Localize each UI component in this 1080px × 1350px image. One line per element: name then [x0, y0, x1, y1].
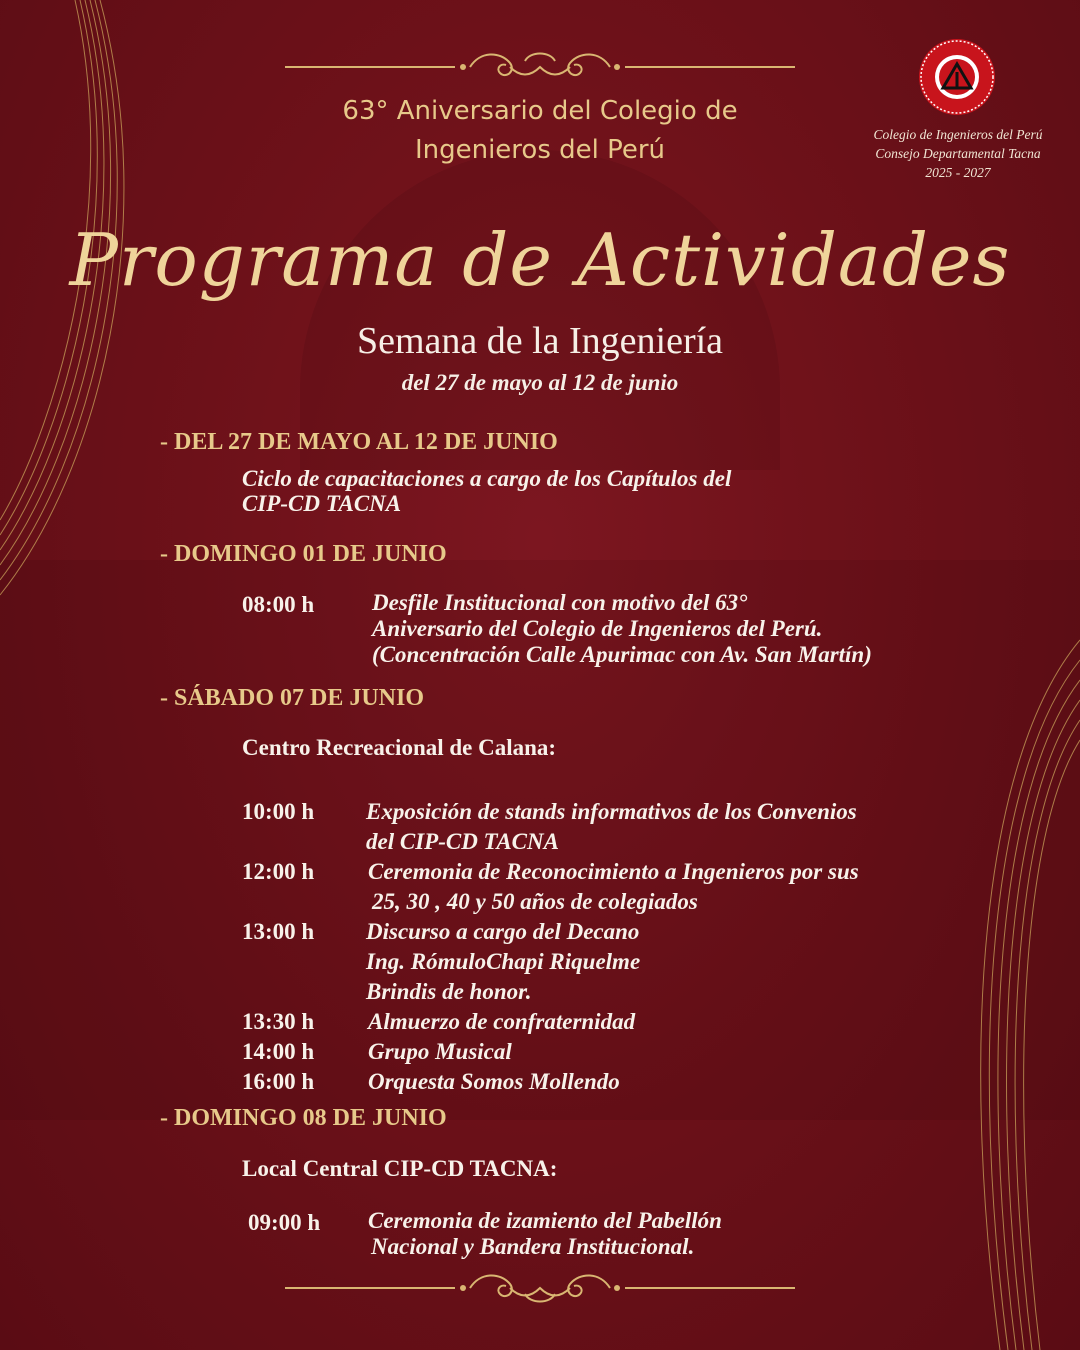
org-council: Consejo Departamental Tacna	[875, 146, 1041, 161]
description-line: del CIP-CD TACNA	[366, 829, 559, 854]
anniversary-heading	[240, 92, 840, 170]
description-line: Ceremonia de Reconocimiento a Ingenieros por sus	[368, 859, 859, 884]
description-line: Brindis de honor.	[366, 979, 532, 1004]
date-range: del 27 de mayo al 12 de junio	[401, 370, 679, 395]
anniversary-line-2: Ingenieros del Perú	[414, 135, 666, 165]
event-description	[366, 917, 640, 1007]
section-heading-2: - DOMINGO 01 DE JUNIO	[160, 541, 447, 567]
description-line: Discurso a cargo del Decano	[366, 919, 640, 944]
description-line: Nacional y Bandera Institucional.	[371, 1234, 695, 1259]
description-line: (Concentración Calle Apurimac con Av. San Martín)	[372, 642, 872, 667]
cip-logo	[918, 38, 996, 116]
section-heading-1: - DEL 27 DE MAYO AL 12 DE JUNIO	[160, 429, 558, 455]
event-time: 09:00 h	[248, 1210, 321, 1235]
top-ornament-divider	[285, 47, 795, 87]
event-description: Grupo Musical	[368, 1039, 512, 1064]
description-line: Ing. RómuloChapi Riquelme	[366, 949, 641, 974]
event-description: Almuerzo de confraternidad	[368, 1009, 636, 1034]
program-title: Programa de Actividades	[69, 218, 1011, 302]
org-name: Colegio de Ingenieros del Perú	[873, 127, 1043, 142]
organization-info	[850, 125, 1066, 182]
event-subtitle: Semana de la Ingeniería	[356, 320, 724, 362]
event-description	[368, 857, 859, 917]
description-line: 25, 30 , 40 y 50 años de colegiados	[372, 889, 698, 914]
venue-label: Centro Recreacional de Calana:	[242, 735, 557, 760]
bottom-ornament-divider	[285, 1268, 795, 1308]
description-line: Ceremonia de izamiento del Pabellón	[368, 1208, 722, 1233]
event-time: 13:30 h	[242, 1009, 315, 1034]
org-period: 2025 - 2027	[925, 165, 991, 180]
section-1-description	[242, 466, 731, 516]
event-time: 08:00 h	[242, 592, 315, 617]
event-time: 13:00 h	[242, 919, 315, 944]
description-line: CIP-CD TACNA	[242, 491, 402, 516]
venue-label: Local Central CIP-CD TACNA:	[242, 1156, 558, 1181]
anniversary-line-1: 63° Aniversario del Colegio de	[342, 96, 738, 126]
event-description	[368, 1208, 722, 1260]
event-time: 16:00 h	[242, 1069, 315, 1094]
description-line: Aniversario del Colegio de Ingenieros del Perú.	[372, 616, 823, 641]
event-time: 10:00 h	[242, 799, 315, 824]
event-description	[366, 797, 857, 857]
description-line: Desfile Institucional con motivo del 63°	[372, 590, 748, 615]
event-description	[372, 590, 872, 668]
description-line: Ciclo de capacitaciones a cargo de los Capítulos del	[242, 466, 732, 491]
event-description: Orquesta Somos Mollendo	[368, 1069, 620, 1094]
section-heading-3: - SÁBADO 07 DE JUNIO	[160, 685, 425, 711]
event-time: 14:00 h	[242, 1039, 315, 1064]
event-time: 12:00 h	[242, 859, 315, 884]
section-heading-4: - DOMINGO 08 DE JUNIO	[160, 1105, 447, 1131]
description-line: Exposición de stands informativos de los Convenios	[366, 799, 857, 824]
